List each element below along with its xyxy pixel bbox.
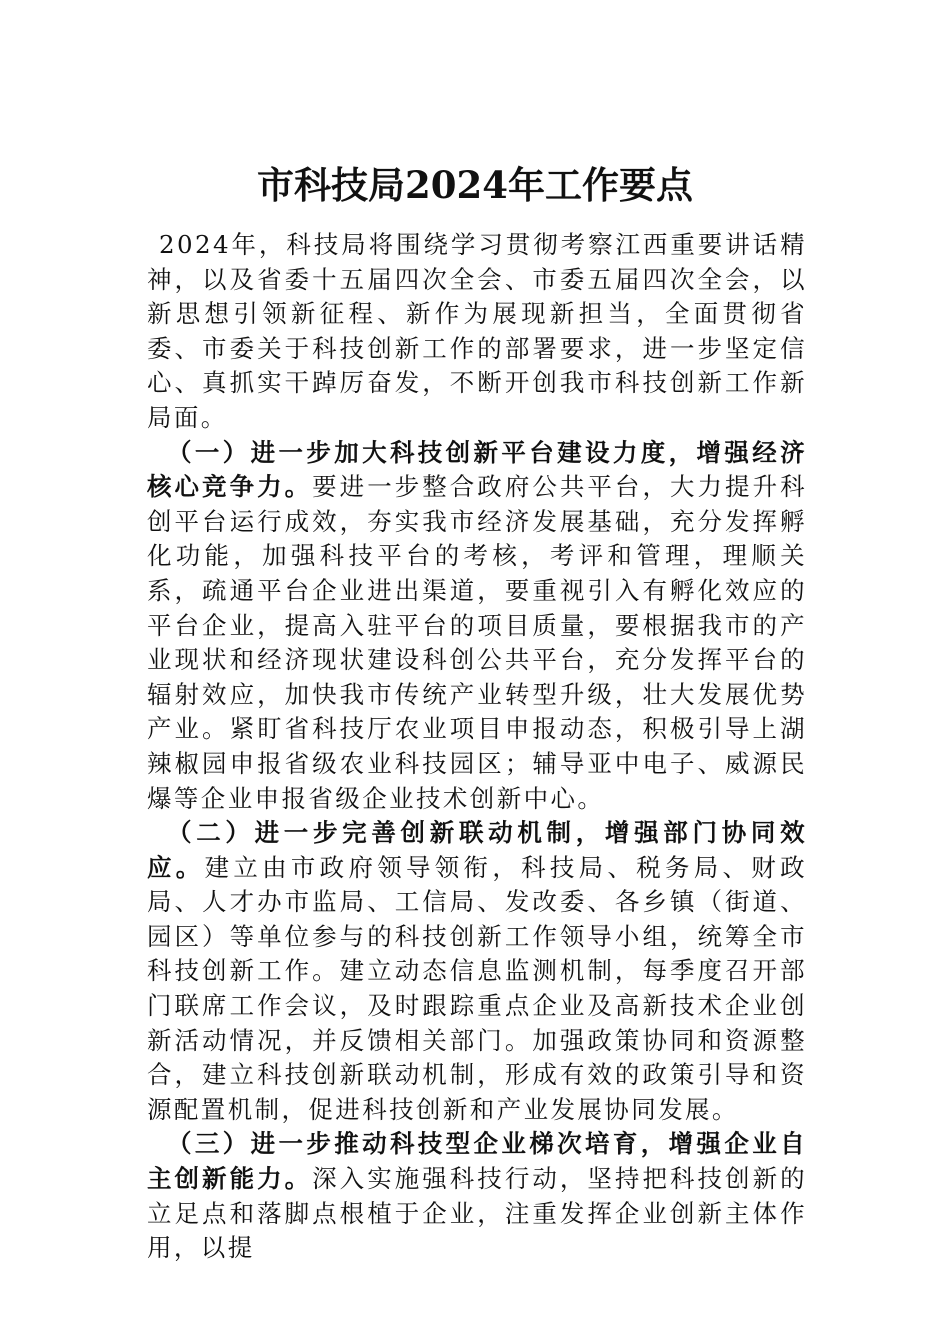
document-body: [147, 228, 807, 1266]
section-2-text: 建立由市政府领导领衔，科技局、税务局、财政局、人才办市监局、工信局、发改委、各乡镇（街道、园区）等单位参与的科技创新工作领导小组，统筹全市科技创新工作。建立动态信息监测机制，每季度召开部门联席工作会议，及时跟踪重点企业及高新技术企业创新活动情况，并反馈相关部门。加强政策协同和资源整合，建立科技创新联动机制，形成有效的政策引导和资源配置机制，促进科技创新和产业发展协同发展。: [147, 852, 807, 1124]
section-1-text: 要进一步整合政府公共平台，大力提升科创平台运行成效，夯实我市经济发展基础，充分发挥孵化功能，加强科技平台的考核，考评和管理，理顺关系，疏通平台企业进出渠道，要重视引入有孵化效应的平台企业，提高入驻平台的项目质量，要根据我市的产业现状和经济现状建设科创公共平台，充分发挥平台的辐射效应，加快我市传统产业转型升级，壮大发展优势产业。紧盯省科技厅农业项目申报动态，积极引导上湖辣椒园申报省级农业科技园区；辅导亚中电子、威源民爆等企业申报省级企业技术创新中心。: [147, 472, 807, 813]
document-title: 市科技局2024年工作要点: [257, 163, 693, 207]
section-3-heading: （三）进一步推动科技型企业梯次培育，增强企业自主创新能力。: [147, 1129, 807, 1194]
intro-paragraph: [147, 228, 807, 436]
section-1-paragraph: [147, 436, 807, 817]
section-3-text: 深入实施强科技行动，坚持把科技创新的立足点和落脚点根植于企业，注重发挥企业创新主体作用，以提: [147, 1164, 807, 1263]
section-1-heading: （一）进一步加大科技创新平台建设力度，增强经济核心竞争力。: [147, 437, 807, 502]
section-2-paragraph: [147, 816, 807, 1127]
section-2-heading: （二）进一步完善创新联动机制，增强部门协同效应。: [147, 818, 807, 882]
section-3-paragraph: [147, 1127, 807, 1265]
intro-text: 2024年，科技局将围绕学习贯彻考察江西重要讲话精神，以及省委十五届四次全会、市委五届四次全会，以新思想引领新征程、新作为展现新担当，全面贯彻省委、市委关于科技创新工作的部署要求，进一步坚定信心、真抓实干踔厉奋发，不断开创我市科技创新工作新局面。: [147, 230, 807, 432]
